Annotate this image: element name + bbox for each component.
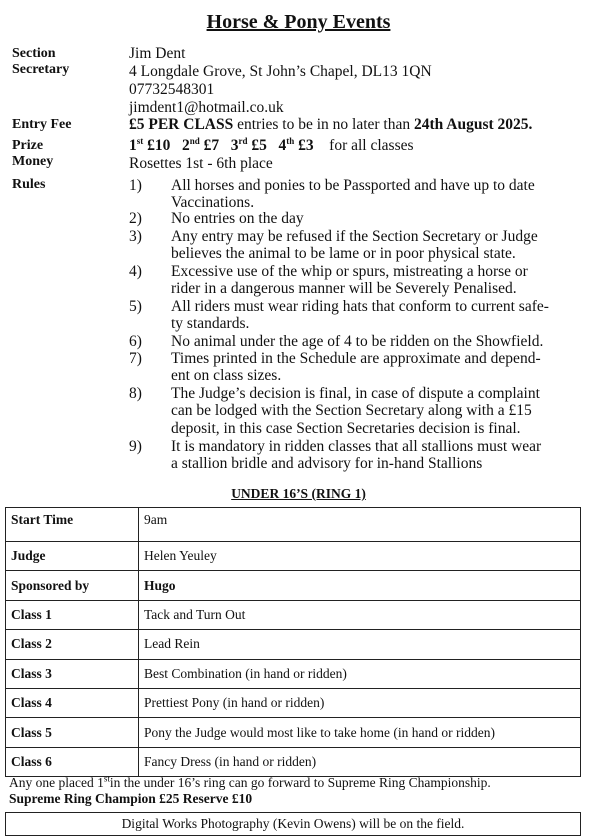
secretary-phone: 07732548301 [129, 81, 215, 98]
rule-item: 3) Any entry may be refused if the Section Secretary or Judge believes the animal to be lame or in poor physical state. [129, 228, 538, 263]
entry-fee-label: Entry Fee [12, 117, 72, 132]
photography-notice: Digital Works Photography (Kevin Owens) will be on the field. [5, 812, 581, 836]
rule-item: 7) Times printed in the Schedule are approximate and depend- ent on class sizes. [129, 350, 541, 385]
row-value: Prettiest Pony (in hand or ridden) [139, 688, 581, 717]
table-row [6, 600, 581, 629]
row-value: Hugo [139, 571, 581, 600]
prize-list: 1st £10 2nd £7 3rd £5 4th £3 for all classes [129, 135, 414, 154]
row-value: Fancy Dress (in hand or ridden) [139, 747, 581, 776]
secretary-name: Jim Dent [129, 45, 186, 62]
rule-item: 9) It is mandatory in ridden classes that all stallions must wear a stallion bridle and advisory for in-hand Stallions [129, 438, 542, 473]
row-label: Class 4 [6, 688, 139, 717]
row-label: Class 6 [6, 747, 139, 776]
row-label: Sponsored by [6, 571, 139, 600]
row-label: Class 5 [6, 718, 139, 747]
row-label: Class 2 [6, 630, 139, 659]
row-value: Tack and Turn Out [139, 600, 581, 629]
row-value: 9am [139, 508, 581, 542]
row-label: Start Time [6, 508, 139, 542]
page-title: Horse & Pony Events [206, 11, 391, 33]
secretary-email: jimdent1@hotmail.co.uk [129, 99, 284, 116]
prize-1: 1st £10 [129, 135, 171, 154]
championship-note: Any one placed 1stin the under 16’s ring can go forward to Supreme Ring Championship. [9, 773, 491, 790]
rule-item: 4) Excessive use of the whip or spurs, mistreating a horse or rider in a dangerous manner will be Severely Penalised. [129, 263, 528, 298]
rule-item: 2) No entries on the day [129, 210, 304, 227]
secretary-address: 4 Longdale Grove, St John’s Chapel, DL13 1QN [129, 63, 432, 80]
prize-2: 2nd £7 [182, 135, 220, 154]
prize-money [129, 137, 414, 173]
row-label: Class 3 [6, 659, 139, 688]
schedule-table [5, 507, 581, 777]
rule-item: 5) All riders must wear riding hats that conform to current safe- ty standards. [129, 298, 549, 333]
row-value: Helen Yeuley [139, 542, 581, 571]
table-row [6, 659, 581, 688]
table-row [6, 718, 581, 747]
table-row [6, 630, 581, 659]
entry-fee-text: £5 PER CLASS entries to be in no later than 24th August 2025. [129, 116, 533, 133]
rule-item: 8) The Judge’s decision is final, in case of dispute a complaint can be lodged with the Section Secretary along with a £15 deposit, in this case Section Secretaries decision is final. [129, 385, 540, 437]
supreme-champion-prize: Supreme Ring Champion £25 Reserve £10 [9, 791, 253, 806]
section-secretary-label: Section Secretary [12, 46, 70, 77]
rule-item: 1) All horses and ponies to be Passported and have up to date Vaccinations. [129, 177, 535, 212]
rosettes-text: Rosettes 1st - 6th place [129, 155, 273, 172]
row-value: Lead Rein [139, 630, 581, 659]
row-label: Judge [6, 542, 139, 571]
prize-4: 4th £3 [278, 135, 314, 154]
rule-item: 6) No animal under the age of 4 to be ridden on the Showfield. [129, 333, 544, 350]
row-value: Pony the Judge would most like to take home (in hand or ridden) [139, 718, 581, 747]
table-row [6, 571, 581, 600]
prize-money-label: Prize Money [12, 138, 54, 169]
row-label: Class 1 [6, 600, 139, 629]
rules-label: Rules [12, 177, 46, 192]
table-row [6, 747, 581, 776]
row-value: Best Combination (in hand or ridden) [139, 659, 581, 688]
ring-heading: UNDER 16’S (RING 1) [231, 486, 366, 501]
secretary-details [129, 45, 432, 117]
table-row [6, 542, 581, 571]
prize-3: 3rd £5 [230, 135, 267, 154]
table-row [6, 688, 581, 717]
table-row [6, 508, 581, 542]
